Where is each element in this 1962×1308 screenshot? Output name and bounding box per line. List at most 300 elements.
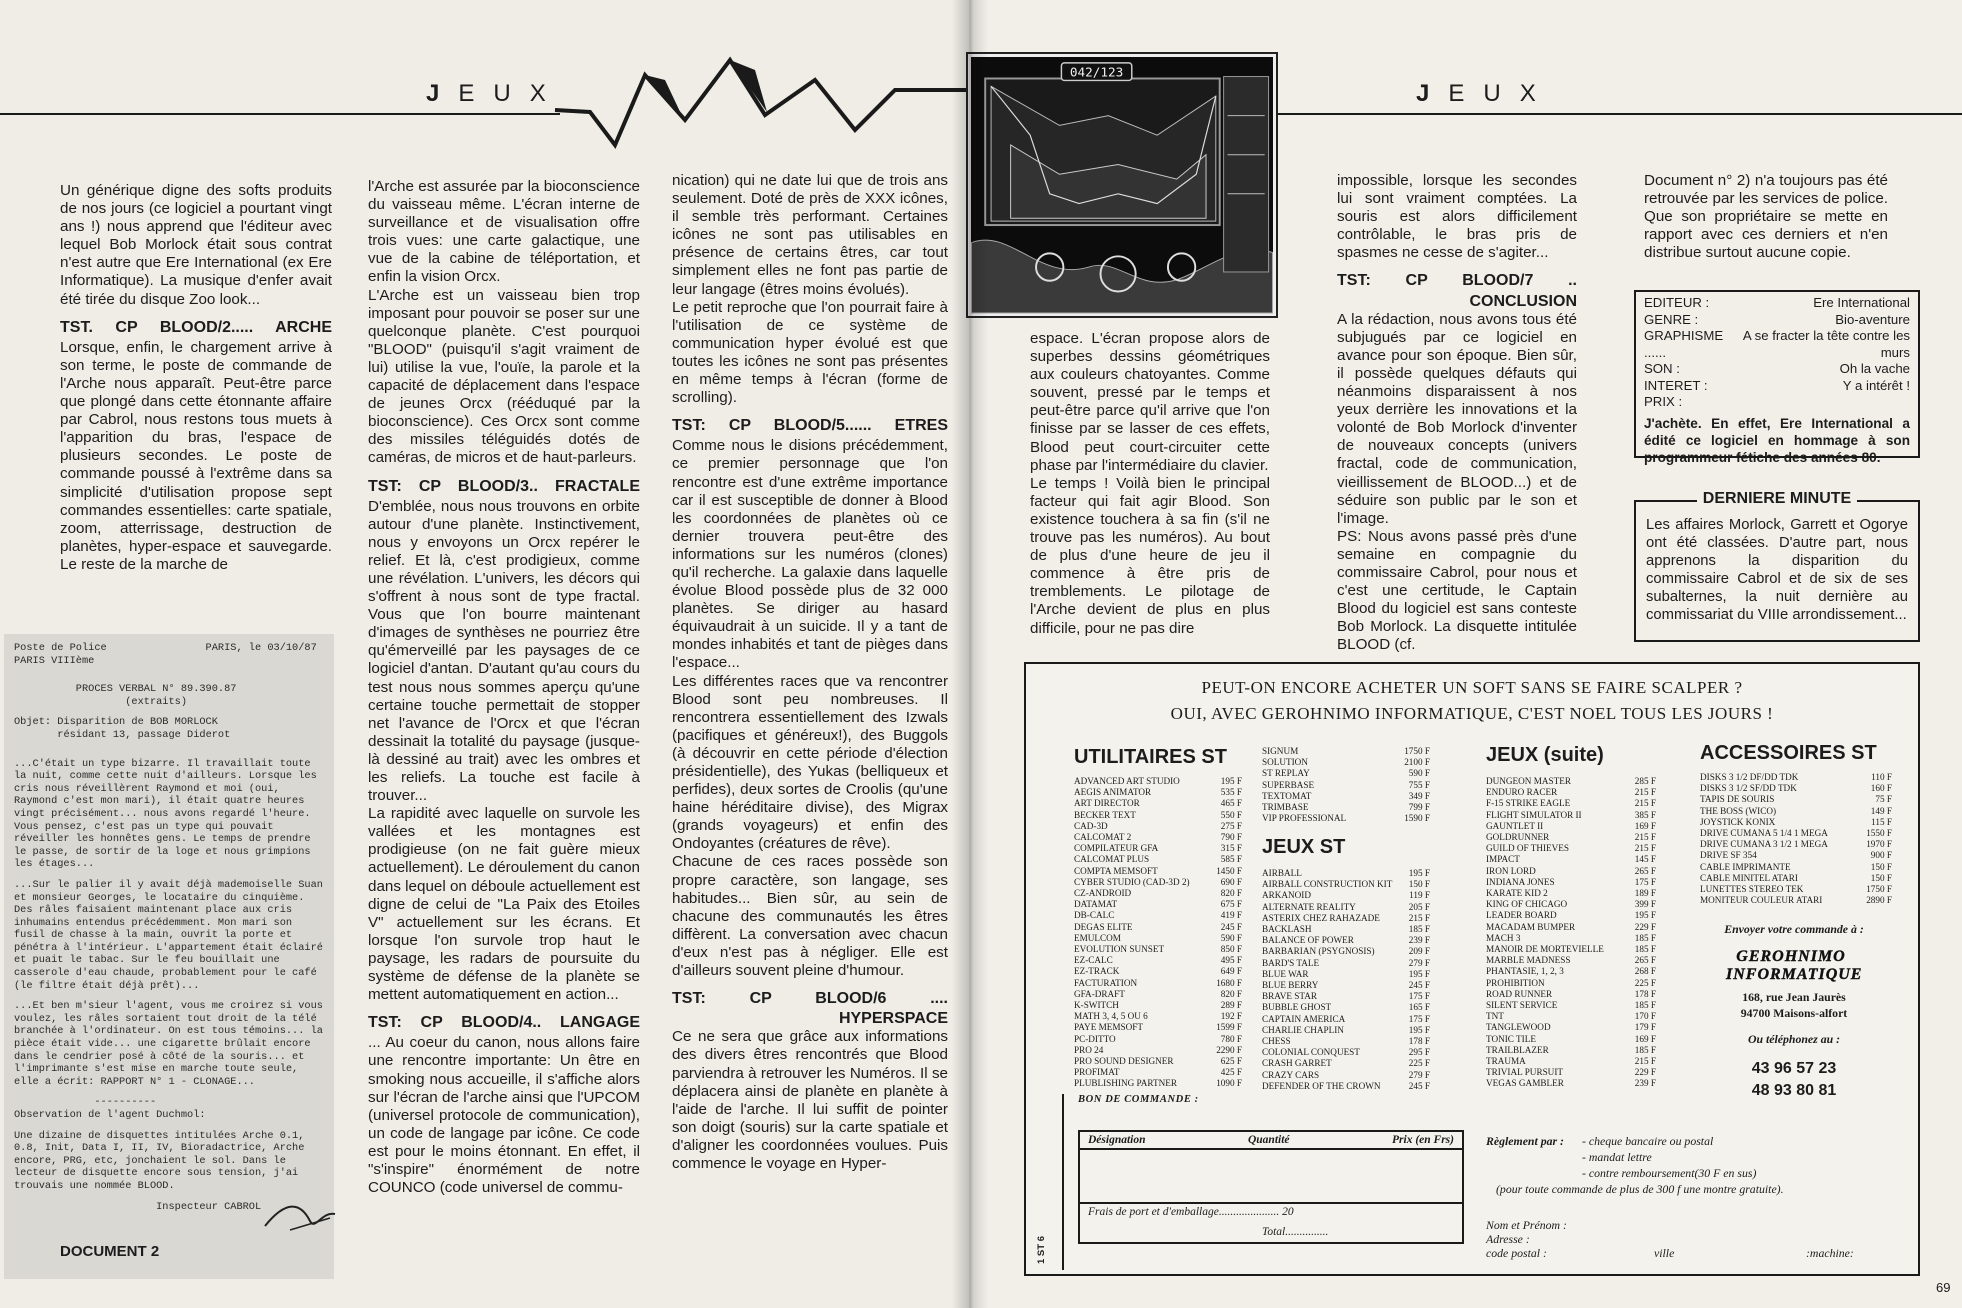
article-column-right-3: Document n° 2) n'a toujours pas été retrouvée par les services de police. Que son propriétaire se mette en rapport avec ces derniers et n'en distribue surtout aucune copie.: [1644, 172, 1888, 262]
paragraph: Lorsque, enfin, le chargement arrive à son terme, le poste de commande de l'Arche nous apparaît. Peut-être parce que plongé dans cette étonnante affaire par Cabrol, nous restons tous muets à l'apparition du bras, l'espace de plusieurs secondes. Le poste de commande poussé à l'extrême dans sa simplicité d'utilisation propose sept commandes essentielles: carte spatiale, zoom, atterrissage, destruction de planètes, hyper-espace et sauvegarde. Le reste de la marche de: [60, 338, 332, 573]
product-price: 185 F: [1408, 924, 1430, 935]
product-price: 385 F: [1634, 809, 1656, 820]
price-list-item: [1074, 978, 1242, 989]
paragraph: nication) qui ne date lui que de trois ans seulement. Doté de près de XXX icônes, il semble très performant. Certaines icônes ne sont pas utilisables en présence de certains êtres, car tout simplement elles ne font pas partie de leur langage (êtres moins évolués).: [672, 172, 948, 298]
product-name: AIRBALL: [1262, 868, 1302, 878]
product-name: KARATE KID 2: [1486, 888, 1548, 899]
product-name: CRASH GARRET: [1262, 1058, 1332, 1069]
price-list-item: [1486, 866, 1656, 877]
product-name: LUNETTES STEREO TEK: [1700, 884, 1804, 895]
utilitaires-heading: UTILITAIRES ST: [1074, 746, 1227, 768]
product-price: 185 F: [1634, 944, 1656, 955]
product-price: 1550 F: [1866, 828, 1892, 839]
product-name: PRO SOUND DESIGNER: [1074, 1056, 1174, 1067]
product-price: 265 F: [1634, 955, 1656, 966]
price-list-item: [1074, 955, 1242, 966]
report-line: [14, 667, 324, 675]
price-list-item: [1074, 866, 1242, 877]
product-price: 265 F: [1634, 865, 1656, 876]
product-name: ART DIRECTOR: [1074, 798, 1140, 809]
price-list-item: [1074, 787, 1242, 798]
report-line: ...Et ben m'sieur l'agent, vous me croirez si vous voulez, les râles sortaient tout droit de la télé branchée à l'ordinateur. On est tous témoins... la pièce était vide... une cigarette brûlait encore dans le cendrier posé à côté de la souris... et l'imprimante s'est mise en marche toute seule, elle a écrit: RAPPORT N° 1 - CLONAGE...: [14, 1000, 330, 1088]
product-name: EZ-TRACK: [1074, 966, 1120, 977]
product-name: MACH 3: [1486, 932, 1521, 943]
product-price: 229 F: [1634, 1067, 1656, 1078]
product-name: ARKANOID: [1262, 890, 1311, 901]
product-price: 239 F: [1634, 1078, 1656, 1089]
product-price: 1750 F: [1404, 746, 1430, 756]
price-list-item: [1486, 955, 1656, 966]
product-name: TRAILBLAZER: [1486, 1044, 1549, 1055]
product-name: CALCOMAT PLUS: [1074, 854, 1150, 865]
product-price: 215 F: [1634, 843, 1656, 854]
price-list-item: [1262, 768, 1430, 779]
paragraph: Un générique digne des softs produits de nos jours (ce logiciel a pourtant vingt ans !) nous apprend que l'éditeur avec lequel Bob Morlock était sous contrat n'est autre que Ere International (ex Ere Informatique). La musique d'enfer avait été tirée du disque Zoo look...: [60, 182, 332, 308]
product-name: COMPILATEUR GFA: [1074, 843, 1159, 854]
product-price: 75 F: [1875, 794, 1892, 805]
product-price: 215 F: [1634, 832, 1656, 843]
report-line: Poste de Police PARIS, le 03/10/87: [14, 642, 317, 654]
header-rule: [0, 113, 560, 115]
price-list-item: [1700, 817, 1892, 828]
price-list-item: [1074, 910, 1242, 921]
product-name: TRIMBASE: [1262, 802, 1309, 813]
product-name: MANOIR DE MORTEVIELLE: [1486, 944, 1604, 955]
rating-row: [1644, 295, 1910, 312]
price-list-item: [1074, 933, 1242, 944]
rating-row: [1644, 378, 1910, 395]
product-name: SOLUTION: [1262, 757, 1308, 768]
product-price: 1680 F: [1216, 977, 1242, 988]
product-name: GUILD OF THIEVES: [1486, 843, 1570, 854]
product-name: BALANCE OF POWER: [1262, 935, 1354, 946]
price-list-item: [1074, 798, 1242, 809]
product-name: BACKLASH: [1262, 924, 1312, 935]
phone-number-2: 48 93 80 81: [1751, 1082, 1837, 1099]
price-list-item: [1262, 946, 1430, 957]
price-list-item: [1074, 1078, 1242, 1089]
product-price: 150 F: [1870, 861, 1892, 872]
price-list-item: [1486, 821, 1656, 832]
form-divider: [1062, 1094, 1064, 1270]
product-price: 215 F: [1634, 1056, 1656, 1067]
price-list-item: [1700, 794, 1892, 805]
product-price: 239 F: [1408, 935, 1430, 946]
price-list-item: [1074, 843, 1242, 854]
article-column-3: [672, 172, 948, 1258]
product-name: PROFIMAT: [1074, 1067, 1120, 1078]
order-form: Désignation Quantité Prix (en Frs) Frais de port et d'emballage..................... 20 Total...............: [1078, 1130, 1464, 1244]
price-list-item: [1074, 1022, 1242, 1033]
price-list-item: [1262, 924, 1430, 935]
product-price: 850 F: [1220, 944, 1242, 955]
product-price: 755 F: [1408, 779, 1430, 790]
game-screenshot: [968, 54, 1276, 316]
price-list-item: [1262, 1081, 1430, 1092]
price-list-item: [1074, 966, 1242, 977]
product-name: EMULCOM: [1074, 932, 1121, 943]
price-list-item: [1486, 1011, 1656, 1022]
report-line: [14, 675, 324, 683]
paragraph: Ce ne sera que grâce aux informations des divers êtres rencontrés que Blood parviendra à retrouver les Numéros. Il se déplacera ainsi de planète en planète à l'aide de l'arche. Il lui suffit de pointer son doigt (souris) sur la carte spatiale et d'aligner les coordonnées voulues. Puis commence le voyage en Hyper-: [672, 1028, 948, 1172]
product-price: 268 F: [1634, 966, 1656, 977]
product-price: 225 F: [1408, 1058, 1430, 1069]
product-price: 2100 F: [1404, 757, 1430, 768]
product-name: GAUNTLET II: [1486, 820, 1544, 831]
product-name: BARBARIAN (PSYGNOSIS): [1262, 946, 1375, 957]
product-name: CAD-3D: [1074, 820, 1108, 831]
product-price: 900 F: [1870, 850, 1892, 861]
product-price: 780 F: [1220, 1033, 1242, 1044]
price-list-item: [1486, 877, 1656, 888]
price-list-item: [1486, 899, 1656, 910]
price-list-item: [1262, 757, 1430, 768]
price-list-item: [1486, 1078, 1656, 1089]
product-name: MACADAM BUMPER: [1486, 921, 1576, 932]
price-list-item: [1262, 868, 1430, 879]
product-price: 625 F: [1220, 1056, 1242, 1067]
report-line: ----------: [14, 1096, 157, 1109]
gerohnimo-advert: [1024, 662, 1920, 1276]
payment-label: Règlement par :: [1486, 1134, 1564, 1148]
price-list-item: [1262, 1070, 1430, 1081]
section-heading: TST: CP BLOOD/7 ..: [1337, 272, 1577, 290]
product-price: 195 F: [1408, 1024, 1430, 1035]
product-name: TNT: [1486, 1011, 1504, 1022]
captain-blood-screen-image: [971, 57, 1273, 313]
product-name: EZ-CALC: [1074, 955, 1113, 966]
rating-key: EDITEUR :: [1644, 295, 1710, 310]
rating-value: Y a intérêt !: [1842, 377, 1910, 393]
machine-field-label: :machine:: [1806, 1246, 1854, 1260]
price-list-item: [1074, 1011, 1242, 1022]
price-list-item: [1700, 850, 1892, 861]
product-name: CRAZY CARS: [1262, 1069, 1320, 1080]
product-name: JOYSTICK KONIX: [1700, 816, 1776, 827]
product-price: 195 F: [1220, 776, 1242, 786]
price-list-item: [1486, 933, 1656, 944]
report-line: PROCES VERBAL N° 89.390.87: [14, 683, 237, 696]
rating-row: [1644, 361, 1910, 378]
paragraph: La rapidité avec laquelle on survole les vallées et les montagnes est prodigieuse (on ne fait guère mieux actuellement). Le déroulement du canon dans lequel on déboule actuellement est digne de celui de "La Paix des Etoiles V" actuellement sur les écrans. Et lorsque l'on survole trop haut le paysage, les radars de poursuite du système de défense de la planète se mettent automatiquement en action...: [368, 805, 640, 1004]
product-price: 590 F: [1220, 932, 1242, 943]
product-price: 145 F: [1634, 854, 1656, 865]
product-name: EVOLUTION SUNSET: [1074, 944, 1165, 955]
rating-key: INTERET :: [1644, 377, 1708, 393]
product-price: 165 F: [1408, 1002, 1430, 1013]
price-list-item: [1486, 776, 1656, 787]
price-list-item: [1074, 899, 1242, 910]
price-list-item: [1486, 989, 1656, 1000]
product-price: 820 F: [1220, 988, 1242, 999]
product-name: PROHIBITION: [1486, 977, 1545, 988]
price-list-item: [1700, 884, 1892, 895]
product-price: 175 F: [1408, 991, 1430, 1002]
report-line: ...C'était un type bizarre. Il travaillait toute la nuit, comme cette nuit d'ailleurs. Lorsque les cris nous réveillèrent Raymond et moi (oui, Raymond c'est mon mari), il était quatre heures vingt précisément... nous avons regardé l'heure. Vous pensez, c'est pas un type qui pouvait réveiller les honnêtes gens. Le temps de prendre le passe, de sortir de la loge et nous grimpions les étages...: [14, 757, 323, 871]
product-price: 399 F: [1634, 899, 1656, 910]
product-name: COLONIAL CONQUEST: [1262, 1047, 1360, 1058]
product-price: 245 F: [1408, 1080, 1430, 1091]
signature-icon: [260, 1196, 340, 1236]
product-price: 215 F: [1408, 912, 1430, 923]
price-list-item: [1700, 839, 1892, 850]
product-name: ST REPLAY: [1262, 768, 1310, 779]
price-list-item: [1074, 944, 1242, 955]
shipping-line: Frais de port et d'emballage..................... 20: [1088, 1206, 1294, 1218]
paragraph: Comme nous le disions précédemment, ce premier personnage que l'on rencontre est d'une extrême importance car il est susceptible de donner à Blood les coordonnées de planètes où ce dernier trouvera peut-être des informations sur les numéros (clones) qu'il recherche. La galaxie dans laquelle évolue Blood possède plus de 32 000 planètes. Se diriger au hasard équivaudrait à un suicide. Il y a tant de mondes inhabités et tant de pièges dans l'espace...: [672, 437, 948, 672]
product-name: BECKER TEXT: [1074, 809, 1136, 820]
price-list-item: [1486, 978, 1656, 989]
name-field-label: Nom et Prénom :: [1486, 1218, 1567, 1232]
product-price: 175 F: [1634, 876, 1656, 887]
phone-number-1: 43 96 57 23: [1751, 1060, 1837, 1077]
report-line: résidant 13, passage Diderot: [14, 728, 231, 741]
price-list-item: [1486, 787, 1656, 798]
product-price: 289 F: [1220, 1000, 1242, 1011]
product-name: TONIC TILE: [1486, 1033, 1536, 1044]
city-field-label: ville: [1654, 1246, 1675, 1260]
section-heading: HYPERSPACE: [838, 1010, 948, 1028]
advert-subheadline: OUI, AVEC GEROHNIMO INFORMATIQUE, C'EST NOEL TOUS LES JOURS !: [1170, 704, 1774, 723]
product-name: DRIVE CUMANA 5 1/4 1 MEGA: [1700, 828, 1828, 839]
product-name: PC-DITTO: [1074, 1033, 1116, 1044]
price-list-item: [1486, 1056, 1656, 1067]
rating-key: PRIX :: [1644, 394, 1683, 409]
product-name: DATAMAT: [1074, 899, 1118, 910]
product-name: CZ-ANDROID: [1074, 888, 1132, 899]
product-price: 209 F: [1408, 946, 1430, 957]
price-list-item: [1262, 958, 1430, 969]
price-list-item: [1700, 862, 1892, 873]
price-list-item: [1486, 1045, 1656, 1056]
price-list-item: [1262, 913, 1430, 924]
price-list-item: [1074, 1034, 1242, 1045]
product-name: SUPERBASE: [1262, 779, 1315, 790]
product-name: VIP PROFESSIONAL: [1262, 813, 1347, 824]
section-heading: TST: CP BLOOD/3.. FRACTALE: [368, 477, 640, 495]
report-line: Une dizaine de disquettes intitulées Arche 0.1, 0.8, Init, Data I, II, IV, Bioradactrice, Arche encore, PRG, etc, jonchaient le sol. Dans le lecteur de disquette encore sous tension, j'ai trouvais une nommée BLOOD.: [14, 1129, 311, 1192]
price-list-item: [1074, 1000, 1242, 1011]
utilitaires-list-continued: [1262, 746, 1430, 824]
price-list-item: [1074, 877, 1242, 888]
report-line: [14, 742, 324, 750]
report-line: (extraits): [14, 695, 188, 708]
price-list-item: [1074, 922, 1242, 933]
last-minute-box: DERNIERE MINUTE Les affaires Morlock, Garrett et Ogorye ont été classées. D'autre part, nous apprenons la disparition du commissaire Cabrol et de six de ses subalternes, la nuit dernière au commissariat du VIIIe arrondissement...: [1634, 500, 1920, 642]
total-line: Total...............: [1262, 1226, 1329, 1238]
price-list-item: [1074, 821, 1242, 832]
paragraph: Chacune de ces races possède son propre caractère, son langage, ses habitudes... Bien sûr, au sein de chacune des communautés les êtres diffèrent. La conversation avec chacun d'eux n'est pas à négliger. Elle est d'ailleurs souvent pleine d'humour.: [672, 853, 948, 980]
product-name: PRO 24: [1074, 1044, 1104, 1055]
price-list-item: [1262, 813, 1430, 824]
police-report-document: [4, 634, 334, 1279]
product-price: 2890 F: [1866, 895, 1892, 906]
product-name: CHESS: [1262, 1036, 1291, 1047]
product-name: DRIVE CUMANA 3 1/2 1 MEGA: [1700, 839, 1828, 850]
price-list-item: [1262, 935, 1430, 946]
product-price: 115 F: [1871, 816, 1892, 827]
price-list-item: [1262, 1036, 1430, 1047]
caption-column: espace. L'écran propose alors de superbes dessins géométriques aux couleurs chatoyantes. Comme souvent, pressé par le temps et peut-être parce qu'il arrive que l'on finisse par se lasser de ces effets, Blood peut court-circuiter cette phase par l'intermédiaire du clavier. Le temps ! Voilà bien le principal facteur qui fait agir Blood. Son existence touchera à sa fin (s'il ne trouve pas les numéros). Au bout de plus d'une heure de jeu il commence à être pris de tremblements. Le pilotage de l'Arche devient de plus en plus difficile, pour ne pas dire: [1030, 330, 1270, 637]
report-line: Objet: Disparition de BOB MORLOCK: [14, 716, 218, 729]
product-name: DUNGEON MASTER: [1486, 776, 1571, 786]
jeux-heading: JEUX ST: [1262, 836, 1346, 858]
product-name: KING OF CHICAGO: [1486, 899, 1568, 910]
product-price: 195 F: [1408, 868, 1430, 878]
product-price: 170 F: [1634, 1011, 1656, 1022]
price-list-item: [1074, 1045, 1242, 1056]
product-price: 160 F: [1870, 783, 1892, 794]
product-price: 215 F: [1634, 787, 1656, 798]
product-price: 585 F: [1220, 854, 1242, 865]
price-list-item: [1486, 966, 1656, 977]
product-name: BLUE WAR: [1262, 968, 1309, 979]
verdict: J'achète. En effet, Ere International a édité ce logiciel en hommage à son programmeur fétiche des années 80.: [1644, 415, 1910, 465]
price-list-item: [1486, 922, 1656, 933]
gerohnimo-logo: GEROHNIMO INFORMATIQUE: [1726, 948, 1863, 983]
product-price: 119 F: [1409, 890, 1430, 901]
product-name: ASTERIX CHEZ RAHAZADE: [1262, 912, 1380, 923]
product-name: CHARLIE CHAPLIN: [1262, 1024, 1344, 1035]
product-name: AIRBALL CONSTRUCTION KIT: [1262, 879, 1393, 890]
product-price: 1599 F: [1216, 1022, 1242, 1033]
rating-value: A se fracter la tête contre les murs: [1742, 328, 1910, 360]
product-price: 185 F: [1634, 1044, 1656, 1055]
article-column-2: [368, 178, 640, 1258]
paragraph: L'Arche est un vaisseau bien trop imposant pour pouvoir se poser sur une quelconque planète. C'est pourquoi "BLOOD" (puisqu'il s'agit vraiment de lui) utilise la vue, l'ouïe, la parole et la capacité de déplacement dans l'espace de jeunes Orcx (rééduqué par la bioconscience). Ces Orcx sont comme des missiles téléguidés dotés de caméras, de micros et de haut-parleurs.: [368, 286, 640, 467]
jeux-suite-list: [1486, 776, 1656, 1090]
product-name: DEGAS ELITE: [1074, 921, 1133, 932]
product-name: DEFENDER OF THE CROWN: [1262, 1080, 1381, 1091]
price-list-item: [1262, 1002, 1430, 1013]
paragraph: Les différentes races que va rencontrer Blood sont peu nombreuses. Il rencontrera essentiellement des Izwals (pacifiques et généreux!), des Buggols (à découvrir en cette période d'élection présidentielle), des Yukas (belliqueux et perfides), deux sortes de Croolis (qu'une haine héréditaire divise), des Migrax (grands voyageurs) et enfin des Ondoyantes (créatures de rêve).: [672, 672, 948, 853]
product-price: 279 F: [1408, 957, 1430, 968]
product-name: DISKS 3 1/2 SF/DD TDK: [1700, 783, 1797, 794]
product-price: 150 F: [1408, 879, 1430, 890]
utilitaires-list: [1074, 776, 1242, 1090]
product-name: THE BOSS (WICO): [1700, 805, 1777, 816]
product-price: 245 F: [1220, 921, 1242, 932]
price-list-item: [1262, 802, 1430, 813]
rating-key: GENRE :: [1644, 311, 1699, 327]
product-name: AEGIS ANIMATOR: [1074, 787, 1152, 798]
accessoires-heading: ACCESSOIRES ST: [1700, 742, 1877, 764]
price-list-item: [1262, 1014, 1430, 1025]
product-price: 275 F: [1220, 820, 1242, 831]
header-rule: [1278, 113, 1962, 115]
advert-headline: PEUT-ON ENCORE ACHETER UN SOFT SANS SE FAIRE SCALPER ?: [1201, 678, 1743, 697]
section-heading: TST: CP BLOOD/6 ....: [672, 990, 948, 1008]
product-name: DB-CALC: [1074, 910, 1115, 921]
advert-reference: 1 ST 6: [1036, 1236, 1047, 1264]
product-price: 189 F: [1634, 888, 1656, 899]
price-list-item: [1262, 879, 1430, 890]
product-price: 195 F: [1634, 910, 1656, 921]
price-list-item: [1486, 854, 1656, 865]
article-column-1: [60, 182, 332, 604]
payment-option-3: - contre remboursement(30 F en sus): [1582, 1166, 1757, 1180]
product-price: 1590 F: [1404, 813, 1430, 824]
price-list-item: [1262, 1025, 1430, 1036]
price-list-item: [1700, 806, 1892, 817]
price-list-item: [1262, 791, 1430, 802]
product-name: BARD'S TALE: [1262, 957, 1320, 968]
price-list-item: [1486, 888, 1656, 899]
article-column-right-2: [1337, 172, 1577, 654]
price-list-item: [1074, 1056, 1242, 1067]
product-price: 225 F: [1634, 977, 1656, 988]
product-price: 285 F: [1634, 776, 1656, 786]
price-list-item: [1700, 895, 1892, 906]
product-name: FLIGHT SIMULATOR II: [1486, 809, 1582, 820]
payment-option-2: - mandat lettre: [1582, 1150, 1652, 1164]
product-price: 149 F: [1870, 805, 1892, 816]
section-heading: TST: CP BLOOD/4.. LANGAGE: [368, 1014, 640, 1032]
product-name: ROAD RUNNER: [1486, 988, 1553, 999]
product-price: 535 F: [1220, 787, 1242, 798]
product-price: 295 F: [1408, 1047, 1430, 1058]
paragraph: D'emblée, nous nous trouvons en orbite autour d'une planète. Instinctivement, nous y envoyons un Orcx repérer le relief. Et là, c'est prodigieux, comme une révélation. L'univers, les décors qui s'offrent à nous sont de type fractal. Vous que l'on bourre maintenant d'images de synthèses ne pourriez être qu'émerveillé par les paysages de ce logiciel d'antan. D'autant qu'au cours du test nous nous sommes aperçu qu'une certaine touche permettait de stopper net l'avance de l'Orcx et que l'écran dessinait la totalité du paysage (jusque-là dessiné au trait) avec les ombres et les reliefs. La touche est facile à trouver...: [368, 497, 640, 805]
left-page: [0, 0, 968, 1308]
price-list-item: [1486, 1000, 1656, 1011]
rating-value: Oh la vache: [1839, 361, 1910, 376]
product-price: 649 F: [1220, 966, 1242, 977]
price-list-item: [1486, 798, 1656, 809]
section-heading: TST: CP BLOOD/5...... ETRES: [672, 417, 948, 435]
price-list-item: [1262, 991, 1430, 1002]
report-line: Observation de l'agent Duchmol:: [14, 1109, 206, 1121]
product-price: 185 F: [1634, 932, 1656, 943]
product-name: SIGNUM: [1262, 746, 1299, 756]
product-name: BUBBLE GHOST: [1262, 1002, 1332, 1013]
rating-value: Ere International: [1813, 295, 1910, 310]
report-line: [14, 750, 324, 758]
product-name: PLUBLISHING PARTNER: [1074, 1078, 1177, 1089]
product-price: 2290 F: [1216, 1044, 1242, 1055]
product-price: 690 F: [1220, 876, 1242, 887]
product-price: 790 F: [1220, 832, 1242, 843]
product-name: K-SWITCH: [1074, 1000, 1119, 1011]
accessoires-list: [1700, 772, 1892, 906]
screen-counter: 042/123: [1069, 64, 1124, 80]
product-name: CABLE IMPRIMANTE: [1700, 861, 1791, 872]
product-name: TRAUMA: [1486, 1056, 1526, 1067]
order-instruction: Envoyer votre commande à :: [1724, 922, 1864, 936]
product-price: 169 F: [1634, 1033, 1656, 1044]
price-list-item: [1074, 832, 1242, 843]
price-list-item: [1486, 1034, 1656, 1045]
postcode-field-label: code postal :: [1486, 1246, 1547, 1260]
product-name: ADVANCED ART STUDIO: [1074, 776, 1180, 786]
product-price: 205 F: [1408, 901, 1430, 912]
price-list-item: [1262, 890, 1430, 901]
jeux-suite-heading: JEUX (suite): [1486, 744, 1604, 766]
paragraph: l'Arche est assurée par la bioconscience du vaisseau même. L'écran interne de surveillance et de visualisation offre trois vues: une carte galactique, une vue de la cabine de téléportation, et enfin la vision Orcx.: [368, 178, 640, 286]
report-line: [14, 708, 324, 716]
product-price: 169 F: [1634, 820, 1656, 831]
product-price: 550 F: [1220, 809, 1242, 820]
product-price: 315 F: [1220, 843, 1242, 854]
paragraph: ... Au coeur du canon, nous allons faire une rencontre importante: Un être en smoking nous accueille, il s'affiche alors sur l'écran de l'arche ainsi que l'UPCOM (universel protocole de communication), un code de langage par icône. Ce code est pour le moins étonnant. En effet, il "s'inspire" énormément de notre COUNCO (code universel de commu-: [368, 1034, 640, 1197]
product-name: COMPTA MEMSOFT: [1074, 865, 1158, 876]
price-list-item: [1074, 776, 1242, 787]
product-name: GOLDRUNNER: [1486, 832, 1550, 843]
product-price: 419 F: [1220, 910, 1242, 921]
rating-row: [1644, 394, 1910, 411]
product-price: 799 F: [1408, 802, 1430, 813]
product-price: 178 F: [1634, 988, 1656, 999]
report-line: [14, 1122, 324, 1130]
